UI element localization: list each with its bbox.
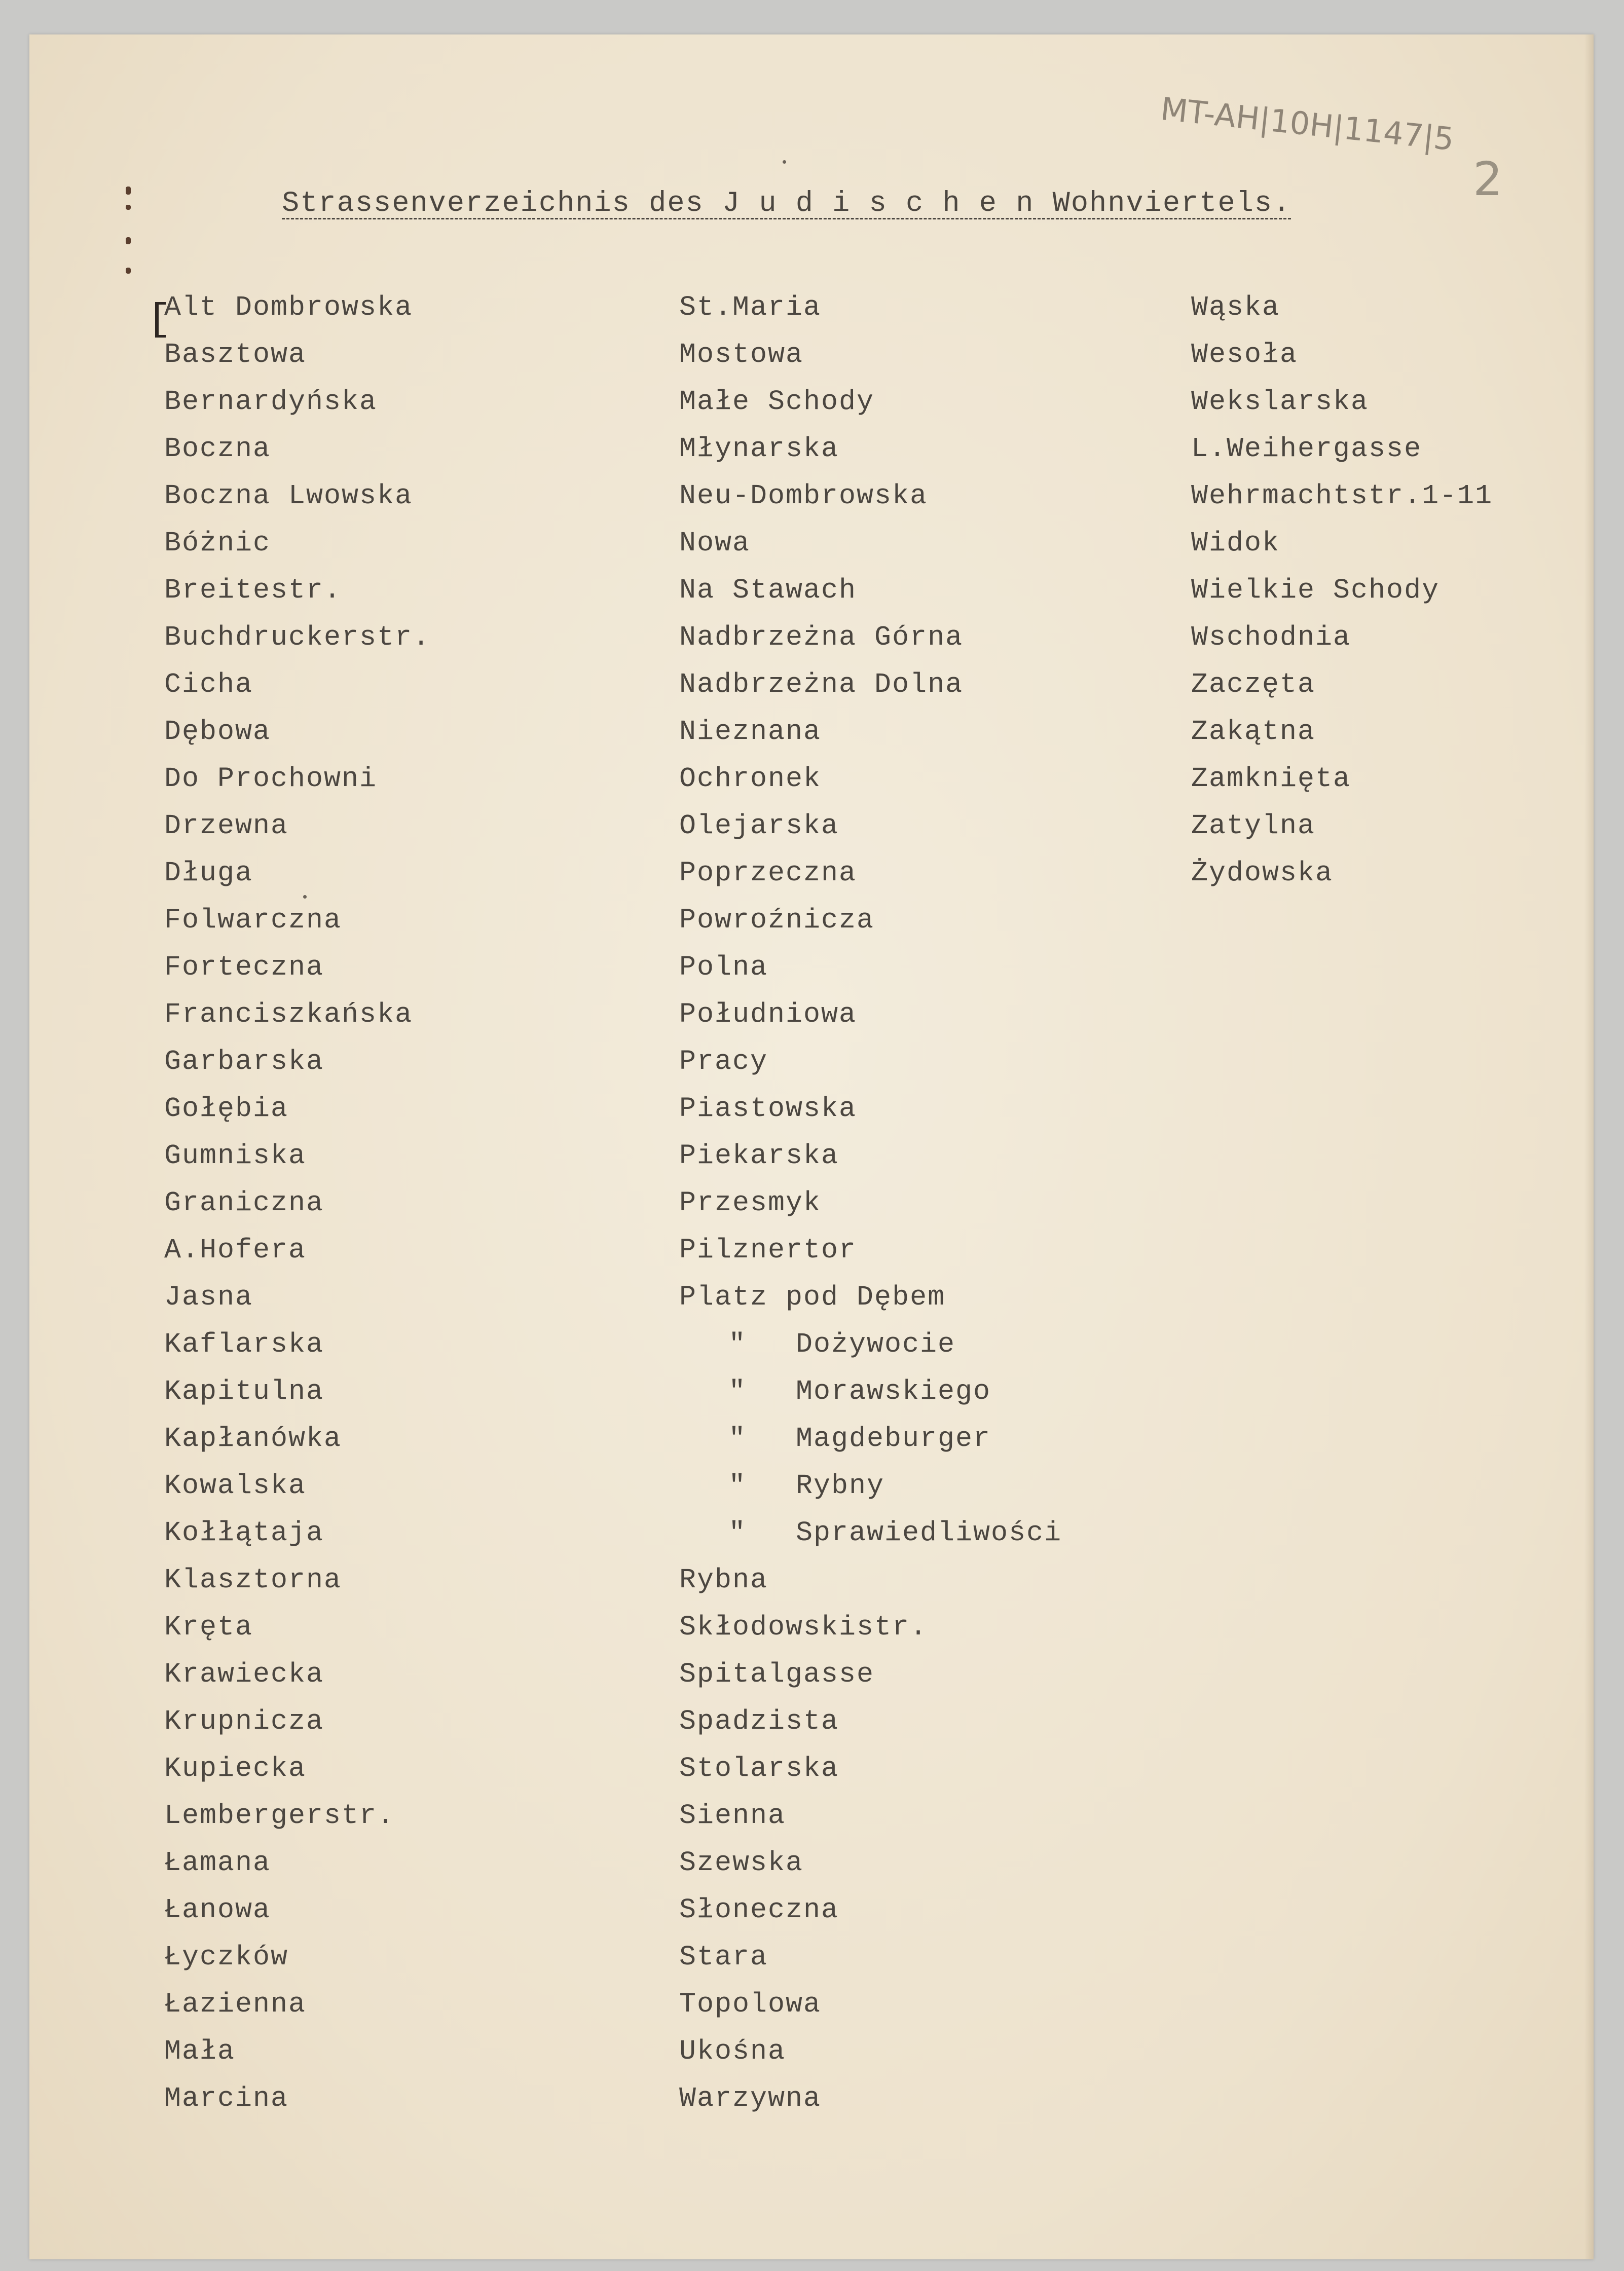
street-name: Pracy: [679, 1046, 768, 1077]
street-name: Szewska: [679, 1847, 804, 1879]
page-number: 2: [1473, 152, 1503, 206]
street-name: A.Hofera: [164, 1234, 307, 1266]
page-title: Strassenverzeichnis des J u d i s c h e n Wohnviertels.: [282, 188, 1291, 220]
street-name: Kaflarska: [164, 1328, 324, 1360]
street-name: Kołłątaja: [164, 1517, 324, 1549]
street-name: Drzewna: [164, 810, 289, 842]
street-name: Magdeburger: [796, 1423, 991, 1455]
street-name: Łamana: [164, 1847, 271, 1879]
street-name: Na Stawach: [679, 574, 857, 606]
street-column-1: [164, 284, 430, 2122]
street-name: Graniczna: [164, 1187, 324, 1219]
street-name: Franciszkańska: [164, 998, 413, 1030]
street-name: Wehrmachtstr.1-11: [1191, 480, 1493, 512]
street-name: Kapitulna: [164, 1375, 324, 1407]
street-name: Pilznertor: [679, 1234, 857, 1266]
street-name: Zatylna: [1191, 810, 1316, 842]
street-name: Łyczków: [164, 1941, 289, 1973]
street-name: Wekslarska: [1191, 386, 1369, 418]
street-name: L.Weihergasse: [1191, 433, 1422, 465]
street-name: Południowa: [679, 998, 857, 1030]
street-name: Forteczna: [164, 951, 324, 983]
street-name: Neu-Dombrowska: [679, 480, 928, 512]
street-name: Piekarska: [679, 1140, 839, 1172]
street-name: Garbarska: [164, 1046, 324, 1077]
street-name: Lembergerstr.: [164, 1800, 395, 1832]
street-name: Spitalgasse: [679, 1658, 875, 1690]
street-name: Gołębia: [164, 1093, 289, 1125]
street-name: Mała: [164, 2035, 236, 2067]
ditto-street-entry: [679, 1509, 1062, 1556]
street-name: Bernardyńska: [164, 386, 378, 418]
street-name: Powroźnicza: [679, 904, 875, 936]
ditto-street-entry: [679, 1321, 1062, 1368]
street-name: Sprawiedliwości: [796, 1517, 1062, 1549]
street-name: Młynarska: [679, 433, 839, 465]
street-name: St.Maria: [679, 291, 822, 323]
ditto-street-entry: [679, 1368, 1062, 1415]
street-name: Topolowa: [679, 1988, 822, 2020]
street-name: Słoneczna: [679, 1894, 839, 1926]
street-name: Folwarczna: [164, 904, 342, 936]
street-name: Rybny: [796, 1470, 885, 1502]
street-column-3: [1191, 284, 1493, 897]
ditto-mark: ": [728, 1517, 747, 1549]
street-name: Gumniska: [164, 1140, 307, 1172]
street-name: Łazienna: [164, 1988, 307, 2020]
street-name: Łanowa: [164, 1894, 271, 1926]
street-name: Boczna: [164, 433, 271, 465]
street-name: Cicha: [164, 668, 253, 700]
street-name: Ukośna: [679, 2035, 786, 2067]
street-name: Krupnicza: [164, 1705, 324, 1737]
page-edge-shadow: [1584, 34, 1594, 2259]
street-name: Mostowa: [679, 339, 804, 370]
street-name: Morawskiego: [796, 1375, 991, 1407]
street-name: Do Prochowni: [164, 763, 378, 795]
street-name: Wschodnia: [1191, 621, 1351, 653]
ditto-mark: ": [728, 1423, 747, 1455]
ditto-street-entry: [679, 1415, 1062, 1462]
street-name: Dębowa: [164, 716, 271, 748]
street-name: Polna: [679, 951, 768, 983]
street-name: Nadbrzeżna Dolna: [679, 668, 964, 700]
street-name: Małe Schody: [679, 386, 875, 418]
street-name: Ochronek: [679, 763, 822, 795]
street-name: Zaczęta: [1191, 668, 1316, 700]
street-name: Marcina: [164, 2082, 289, 2114]
street-name: Olejarska: [679, 810, 839, 842]
ink-speck: [783, 160, 786, 164]
street-name: Basztowa: [164, 339, 307, 370]
street-name: Nieznana: [679, 716, 822, 748]
street-name: Breitestr.: [164, 574, 342, 606]
street-name: Sienna: [679, 1800, 786, 1832]
street-name: Krawiecka: [164, 1658, 324, 1690]
street-name: Poprzeczna: [679, 857, 857, 889]
street-name: Dożywocie: [796, 1328, 956, 1360]
street-name: Bóżnic: [164, 527, 271, 559]
street-column-2: [679, 284, 1062, 2122]
street-name: Nowa: [679, 527, 751, 559]
street-name: Rybna: [679, 1564, 768, 1596]
street-name: Platz pod Dębem: [679, 1281, 946, 1313]
street-name: Kapłanówka: [164, 1423, 342, 1455]
street-name: Alt Dombrowska: [164, 291, 413, 323]
punch-hole-mark: [126, 205, 131, 210]
punch-hole-mark: [126, 268, 131, 274]
street-name: Buchdruckerstr.: [164, 621, 431, 653]
street-name: Skłodowskistr.: [679, 1611, 928, 1643]
street-name: Nadbrzeżna Górna: [679, 621, 964, 653]
street-name: Wąska: [1191, 291, 1280, 323]
ditto-mark: ": [728, 1375, 747, 1407]
street-name: Stolarska: [679, 1753, 839, 1784]
street-name: Stara: [679, 1941, 768, 1973]
street-name: Widok: [1191, 527, 1280, 559]
ditto-street-entry: [679, 1462, 1062, 1509]
street-name: Zakątna: [1191, 716, 1316, 748]
street-name: Jasna: [164, 1281, 253, 1313]
street-name: Kręta: [164, 1611, 253, 1643]
street-name: Boczna Lwowska: [164, 480, 413, 512]
archive-reference: MT-AH|10H|1147|5: [1159, 90, 1456, 158]
street-name: Warzywna: [679, 2082, 822, 2114]
street-name: Kowalska: [164, 1470, 307, 1502]
document-page: [29, 34, 1594, 2259]
punch-hole-mark: [126, 187, 131, 195]
street-name: Zamknięta: [1191, 763, 1351, 795]
punch-hole-mark: [126, 237, 131, 244]
street-name: Przesmyk: [679, 1187, 822, 1219]
street-name: Żydowska: [1191, 857, 1334, 889]
street-name: Kupiecka: [164, 1753, 307, 1784]
street-name: Spadzista: [679, 1705, 839, 1737]
street-name: Klasztorna: [164, 1564, 342, 1596]
ditto-mark: ": [728, 1470, 747, 1502]
ditto-mark: ": [728, 1328, 747, 1360]
street-name: Wesoła: [1191, 339, 1298, 370]
street-name: Wielkie Schody: [1191, 574, 1440, 606]
street-name: Długa: [164, 857, 253, 889]
street-name: Piastowska: [679, 1093, 857, 1125]
